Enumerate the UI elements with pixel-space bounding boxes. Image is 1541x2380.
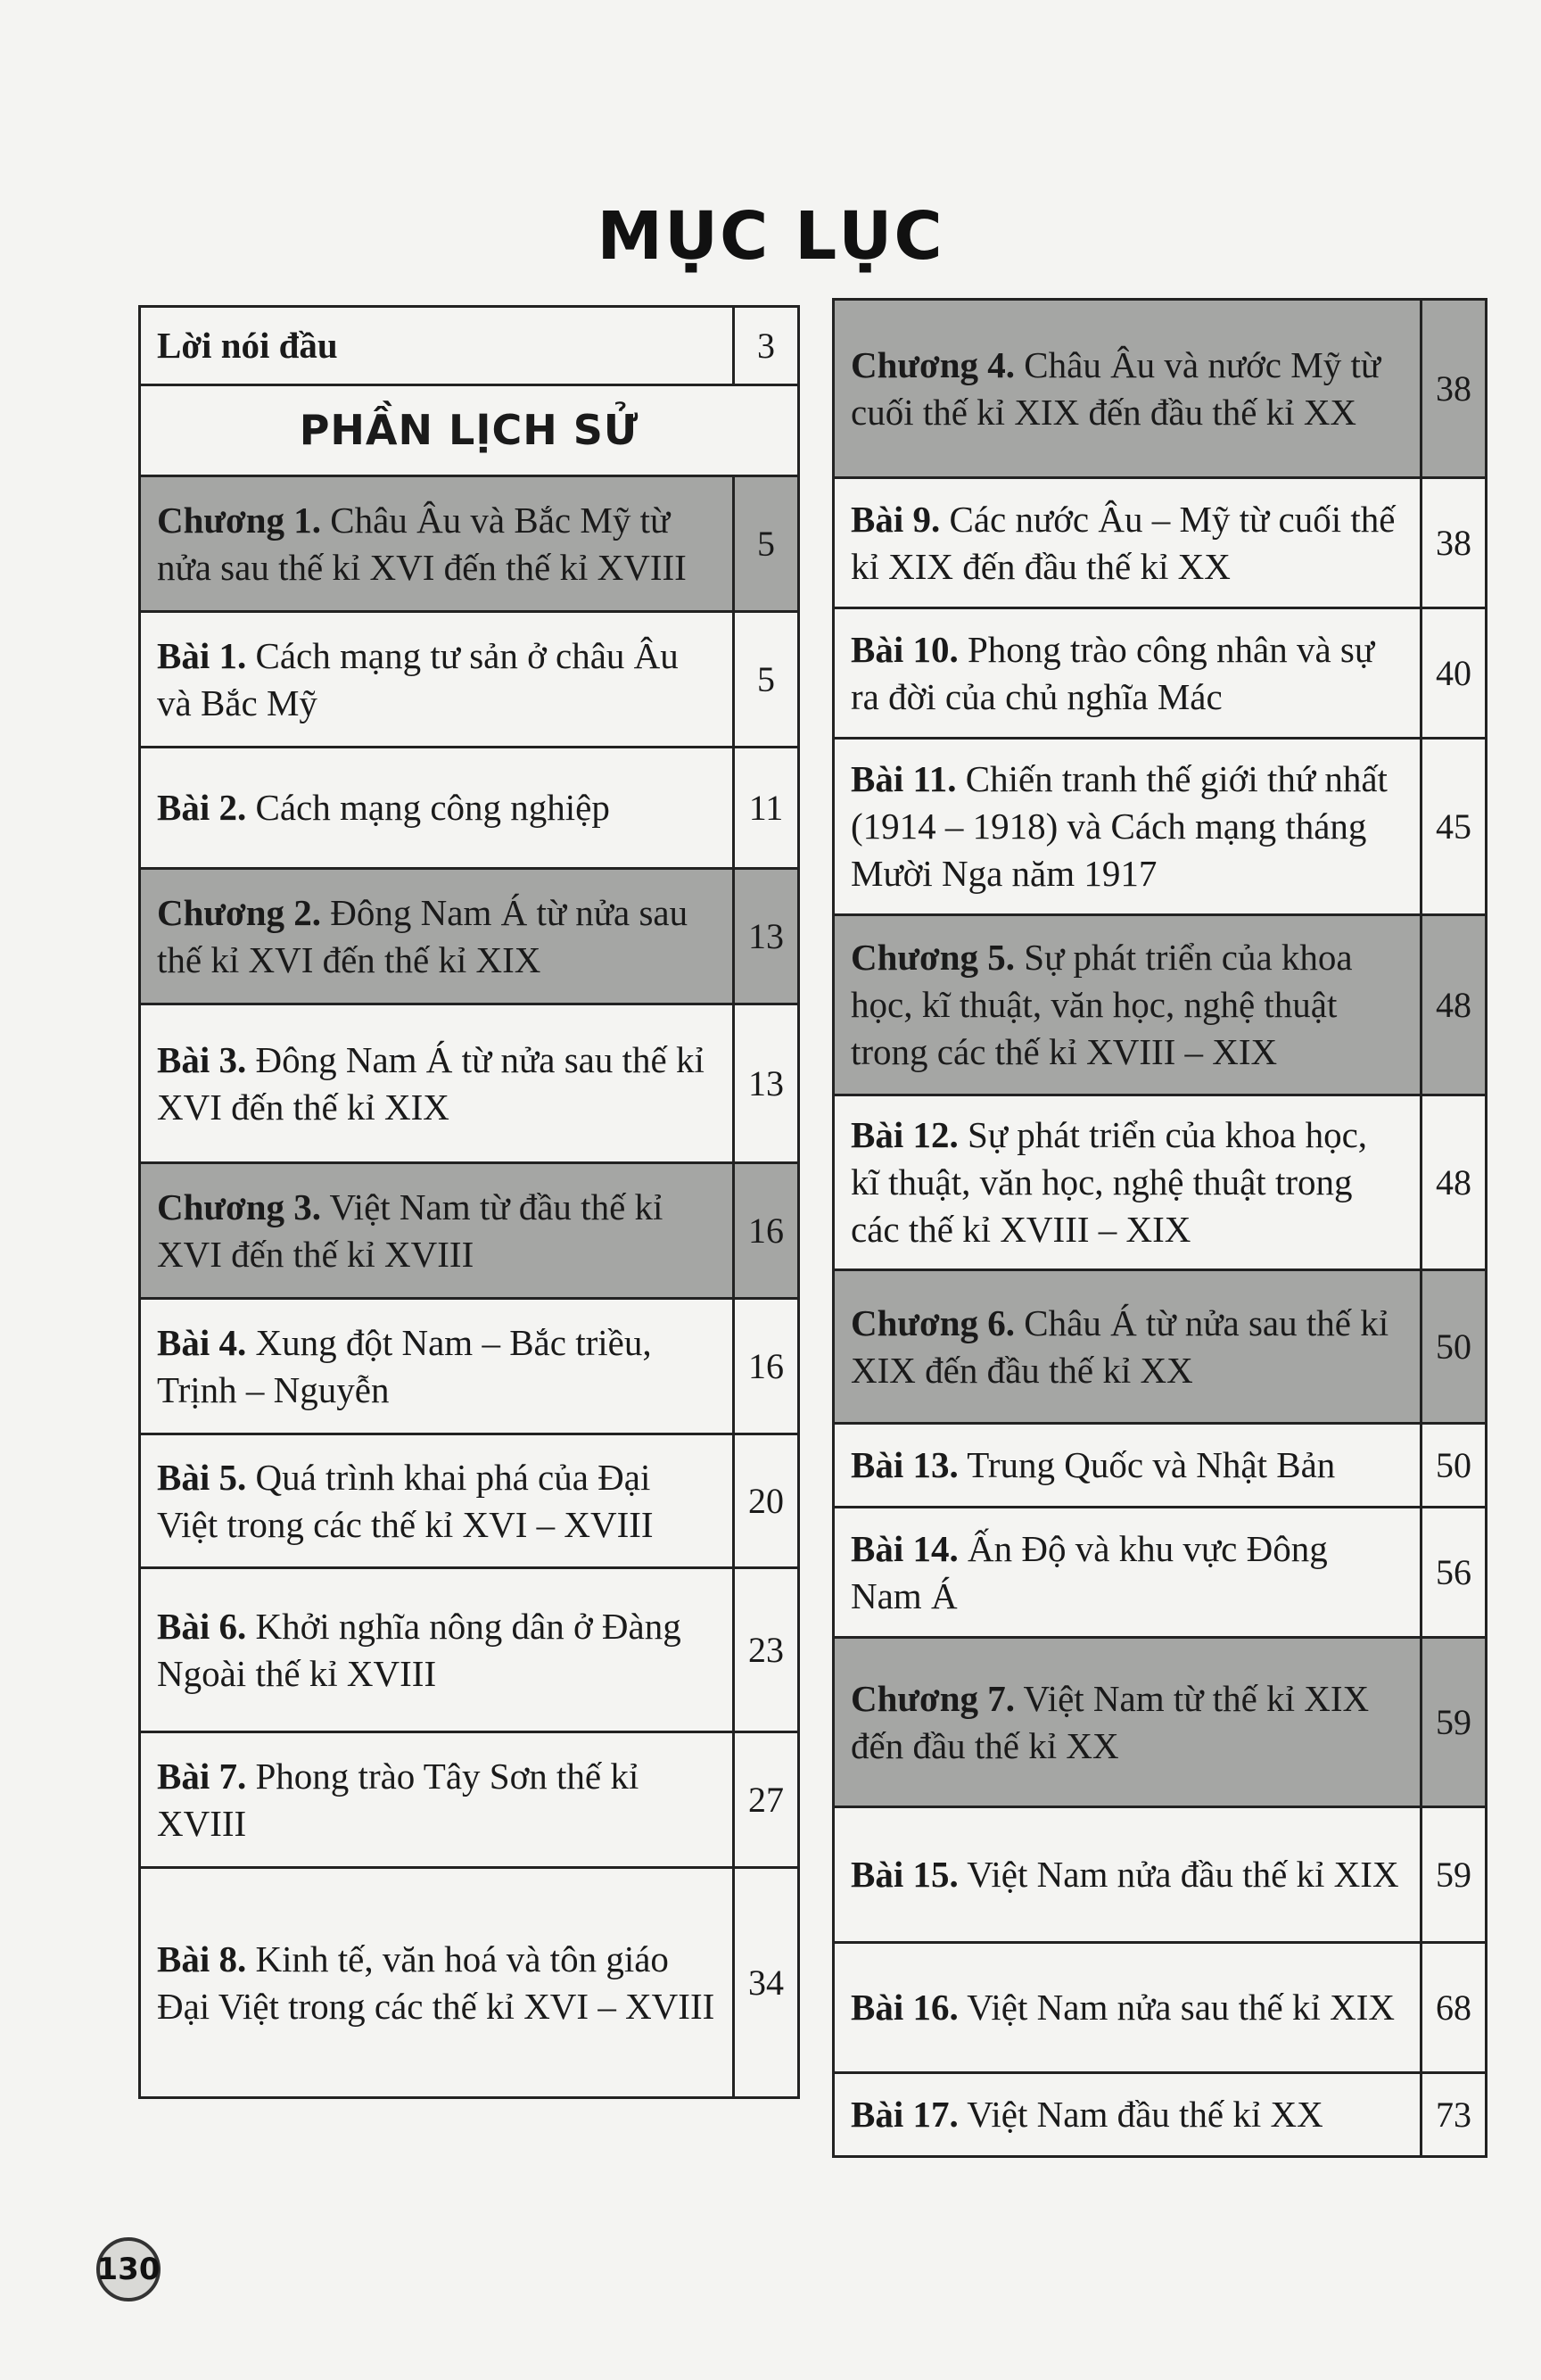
toc-entry-title xyxy=(140,1163,734,1299)
toc-entry-label: Bài 17. xyxy=(851,2094,959,2135)
toc-lesson-row[interactable] xyxy=(834,1943,1487,2073)
toc-entry-text: Cách mạng công nghiệp xyxy=(246,787,610,828)
toc-entry-title xyxy=(834,1807,1422,1943)
toc-page-number: 50 xyxy=(1422,1270,1487,1424)
toc-page-number: 40 xyxy=(1422,608,1487,739)
toc-entry-title xyxy=(834,739,1422,915)
toc-entry-label: Bài 6. xyxy=(157,1605,247,1647)
toc-entry-text: Đông Nam Á từ nửa sau thế kỉ XVI đến thế kỉ XIX xyxy=(157,1038,705,1128)
toc-entry-title xyxy=(834,608,1422,739)
toc-chapter-row[interactable] xyxy=(140,1163,799,1299)
toc-page-number: 16 xyxy=(734,1299,799,1434)
toc-entry-title xyxy=(834,478,1422,608)
toc-page-number: 3 xyxy=(734,307,799,385)
toc-chapter-row[interactable] xyxy=(140,476,799,612)
toc-page-number: 48 xyxy=(1422,1095,1487,1270)
toc-entry-title xyxy=(834,2073,1422,2157)
toc-chapter-row[interactable] xyxy=(834,1270,1487,1424)
toc-entry-label: Bài 16. xyxy=(851,1987,959,2028)
toc-entry-title: Lời nói đầu xyxy=(140,307,734,385)
page-number-badge: 130 xyxy=(96,2237,161,2301)
toc-chapter-row[interactable] xyxy=(834,1638,1487,1807)
toc-page-number: 50 xyxy=(1422,1424,1487,1508)
toc-page-number: 13 xyxy=(734,1004,799,1163)
toc-entry-text: Cách mạng tư sản ở châu Âu và Bắc Mỹ xyxy=(157,634,679,723)
toc-entry-title xyxy=(140,1004,734,1163)
toc-page-number: 5 xyxy=(734,476,799,612)
toc-page-number: 45 xyxy=(1422,739,1487,915)
toc-entry-text: Việt Nam từ thế kỉ XIX đến đầu thế kỉ XX xyxy=(851,1677,1370,1766)
toc-entry-title xyxy=(834,300,1422,478)
toc-entry-label: Bài 8. xyxy=(157,1938,247,1979)
toc-entry-label: Bài 3. xyxy=(157,1038,247,1080)
toc-entry-text: Sự phát triển của khoa học, kĩ thuật, văn học, nghệ thuật trong các thế kỉ XVIII – XIX xyxy=(851,1114,1368,1250)
toc-page-number: 23 xyxy=(734,1568,799,1732)
toc-left-column xyxy=(138,305,800,2099)
toc-lesson-row[interactable] xyxy=(140,1434,799,1568)
toc-entry-title xyxy=(834,1508,1422,1638)
toc-page-number: 38 xyxy=(1422,300,1487,478)
toc-entry-label: Chương 5. xyxy=(851,937,1016,978)
toc-entry-label: Chương 7. xyxy=(851,1677,1016,1719)
toc-lesson-row[interactable] xyxy=(834,1807,1487,1943)
toc-page-number: 5 xyxy=(734,612,799,748)
toc-entry-text: Châu Âu và Bắc Mỹ từ nửa sau thế kỉ XVI đến thế kỉ XVIII xyxy=(157,499,687,588)
toc-entry-text: Kinh tế, văn hoá và tôn giáo Đại Việt trong các thế kỉ XVI – XVIII xyxy=(157,1938,715,2027)
toc-entry-text: Khởi nghĩa nông dân ở Đàng Ngoài thế kỉ XVIII xyxy=(157,1605,681,1694)
toc-chapter-row[interactable] xyxy=(140,869,799,1004)
toc-entry-text: Phong trào công nhân và sự ra đời của chủ nghĩa Mác xyxy=(851,628,1375,717)
toc-page-number: 34 xyxy=(734,1868,799,2098)
toc-entry-text: Chiến tranh thế giới thứ nhất (1914 – 1918) và Cách mạng tháng Mười Nga năm 1917 xyxy=(851,758,1388,894)
toc-entry-text: Xung đột Nam – Bắc triều, Trịnh – Nguyễn xyxy=(157,1321,652,1410)
toc-entry-text: Châu Âu và nước Mỹ từ cuối thế kỉ XIX đến đầu thế kỉ XX xyxy=(851,343,1381,433)
toc-table-right xyxy=(832,298,1487,2158)
toc-page-number: 20 xyxy=(734,1434,799,1568)
toc-entry-title xyxy=(140,1299,734,1434)
toc-entry-title xyxy=(834,915,1422,1095)
toc-page-number: 11 xyxy=(734,748,799,869)
toc-page-number: 59 xyxy=(1422,1638,1487,1807)
toc-entry-label: Bài 9. xyxy=(851,498,941,540)
toc-entry-label: Chương 3. xyxy=(157,1186,322,1227)
toc-page-number: 38 xyxy=(1422,478,1487,608)
toc-entry-text: Việt Nam đầu thế kỉ XX xyxy=(958,2094,1323,2135)
toc-lesson-row[interactable] xyxy=(834,1508,1487,1638)
toc-entry-label: Chương 2. xyxy=(157,891,322,933)
toc-entry-title xyxy=(140,1732,734,1868)
toc-entry-label: Bài 5. xyxy=(157,1456,247,1498)
toc-entry-text: Việt Nam từ đầu thế kỉ XVI đến thế kỉ XVIII xyxy=(157,1186,663,1275)
toc-page-number: 73 xyxy=(1422,2073,1487,2157)
toc-lesson-row[interactable] xyxy=(834,608,1487,739)
toc-page-number: 48 xyxy=(1422,915,1487,1095)
toc-lesson-row[interactable] xyxy=(834,739,1487,915)
section-heading: PHẦN LỊCH SỬ xyxy=(140,385,799,476)
toc-entry-title xyxy=(834,1424,1422,1508)
toc-page-number: 59 xyxy=(1422,1807,1487,1943)
toc-lesson-row[interactable] xyxy=(140,1299,799,1434)
toc-entry-title xyxy=(140,1434,734,1568)
toc-entry-label: Bài 4. xyxy=(157,1321,247,1363)
toc-lesson-row[interactable] xyxy=(834,2073,1487,2157)
toc-lesson-row[interactable] xyxy=(834,478,1487,608)
toc-intro-row[interactable] xyxy=(140,307,799,385)
toc-chapter-row[interactable] xyxy=(834,300,1487,478)
toc-lesson-row[interactable] xyxy=(140,748,799,869)
toc-entry-label: Bài 13. xyxy=(851,1444,959,1485)
toc-entry-label: Bài 2. xyxy=(157,787,247,828)
toc-entry-label: Chương 6. xyxy=(851,1302,1016,1343)
toc-entry-label: Bài 12. xyxy=(851,1114,959,1155)
toc-entry-text: Châu Á từ nửa sau thế kỉ XIX đến đầu thế kỉ XX xyxy=(851,1302,1389,1391)
toc-entry-title xyxy=(140,1568,734,1732)
toc-entry-text: Việt Nam nửa đầu thế kỉ XIX xyxy=(958,1854,1399,1895)
toc-entry-title xyxy=(140,1868,734,2098)
toc-page-number: 13 xyxy=(734,869,799,1004)
toc-entry-text: Ấn Độ và khu vực Đông Nam Á xyxy=(851,1527,1328,1616)
toc-entry-text: Sự phát triển của khoa học, kĩ thuật, văn học, nghệ thuật trong các thế kỉ XVIII – XIX xyxy=(851,937,1353,1072)
page-title: MỤC LỤC xyxy=(597,198,944,275)
toc-page-number: 56 xyxy=(1422,1508,1487,1638)
toc-entry-text: Quá trình khai phá của Đại Việt trong các thế kỉ XVI – XVIII xyxy=(157,1456,654,1545)
toc-entry-title xyxy=(140,476,734,612)
toc-entry-text: Đông Nam Á từ nửa sau thế kỉ XVI đến thế kỉ XIX xyxy=(157,891,688,980)
toc-entry-label: Chương 4. xyxy=(851,343,1016,385)
toc-entry-label: Bài 15. xyxy=(851,1854,959,1895)
toc-chapter-row[interactable] xyxy=(834,915,1487,1095)
toc-entry-title xyxy=(140,612,734,748)
toc-entry-text: Việt Nam nửa sau thế kỉ XIX xyxy=(958,1987,1396,2028)
toc-entry-title xyxy=(834,1095,1422,1270)
toc-table-left xyxy=(138,305,800,2099)
toc-page-number: 16 xyxy=(734,1163,799,1299)
toc-entry-text: Các nước Âu – Mỹ từ cuối thế kỉ XIX đến đầu thế kỉ XX xyxy=(851,498,1396,587)
toc-lesson-row[interactable] xyxy=(834,1424,1487,1508)
toc-lesson-row[interactable] xyxy=(140,1732,799,1868)
toc-entry-title xyxy=(140,869,734,1004)
toc-lesson-row[interactable] xyxy=(140,1868,799,2098)
toc-page-number: 27 xyxy=(734,1732,799,1868)
section-heading-row xyxy=(140,385,799,476)
toc-entry-label: Bài 1. xyxy=(157,634,247,676)
toc-entry-label: Chương 1. xyxy=(157,499,322,541)
toc-page-number: 68 xyxy=(1422,1943,1487,2073)
toc-entry-title xyxy=(834,1943,1422,2073)
toc-entry-label: Bài 14. xyxy=(851,1527,959,1569)
toc-entry-label: Bài 11. xyxy=(851,758,957,799)
toc-lesson-row[interactable] xyxy=(140,1004,799,1163)
toc-entry-text: Phong trào Tây Sơn thế kỉ XVIII xyxy=(157,1755,639,1844)
toc-entry-title xyxy=(140,748,734,869)
toc-entry-title xyxy=(834,1638,1422,1807)
toc-entry-label: Bài 10. xyxy=(851,628,959,670)
toc-entry-label: Bài 7. xyxy=(157,1755,247,1797)
toc-entry-title xyxy=(834,1270,1422,1424)
toc-right-column xyxy=(832,298,1487,2158)
toc-entry-text: Trung Quốc và Nhật Bản xyxy=(958,1444,1336,1485)
toc-lesson-row[interactable] xyxy=(140,1568,799,1732)
toc-lesson-row[interactable] xyxy=(834,1095,1487,1270)
toc-lesson-row[interactable] xyxy=(140,612,799,748)
